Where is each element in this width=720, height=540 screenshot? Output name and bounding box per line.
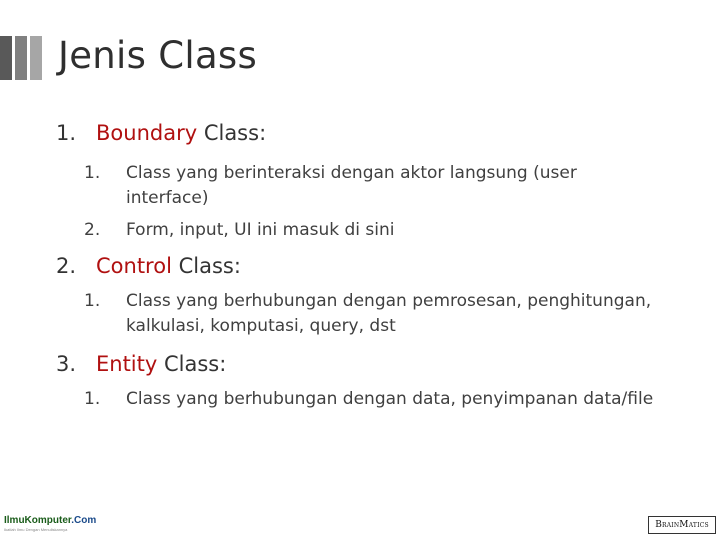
logo-tagline: Ikatlah Ilmu Dengan Menuliskannya <box>4 527 68 532</box>
slide-title: Jenis Class <box>58 34 258 77</box>
logo-letter: B <box>655 520 663 530</box>
section-label: Class: <box>197 121 267 145</box>
section-label: Class: <box>171 254 241 278</box>
sub-item <box>84 387 664 412</box>
sub-item-text: Form, input, UI ini masuk di sini <box>126 220 395 240</box>
sub-item-number: 1. <box>84 163 101 183</box>
section-item <box>56 254 241 278</box>
sub-item-text: Class yang berhubungan dengan pemrosesan, penghitungan, kalkulasi, komputasi, query, dst <box>126 291 652 336</box>
section-number: 1. <box>56 121 77 145</box>
logo-text-main: IlmuKomputer <box>4 515 72 526</box>
section-keyword: Boundary <box>96 121 198 145</box>
sub-item-number: 1. <box>84 389 101 409</box>
title-bar-dark <box>0 36 12 80</box>
logo-letter: M <box>679 520 689 530</box>
section-keyword: Control <box>96 254 172 278</box>
sub-item <box>84 289 664 339</box>
title-bar-mid <box>15 36 27 80</box>
sub-item-number: 2. <box>84 220 101 240</box>
section-item <box>56 121 266 145</box>
section-number: 3. <box>56 352 77 376</box>
sub-item-text: Class yang berinteraksi dengan aktor langsung (user interface) <box>126 163 577 208</box>
ilmukomputer-logo <box>4 515 97 537</box>
section-item <box>56 352 226 376</box>
sub-item <box>84 161 664 211</box>
logo-letters: RAIN <box>662 521 680 529</box>
sub-item-number: 1. <box>84 291 101 311</box>
brainmatics-logo <box>648 516 716 534</box>
section-label: Class: <box>157 352 227 376</box>
title-decoration <box>0 36 42 80</box>
sub-item <box>84 218 664 243</box>
section-number: 2. <box>56 254 77 278</box>
sub-item-text: Class yang berhubungan dengan data, penyimpanan data/file <box>126 389 654 409</box>
title-bar-light <box>30 36 42 80</box>
section-keyword: Entity <box>96 352 158 376</box>
logo-text-domain: .Com <box>71 515 97 526</box>
logo-letters: ATICS <box>688 521 709 529</box>
